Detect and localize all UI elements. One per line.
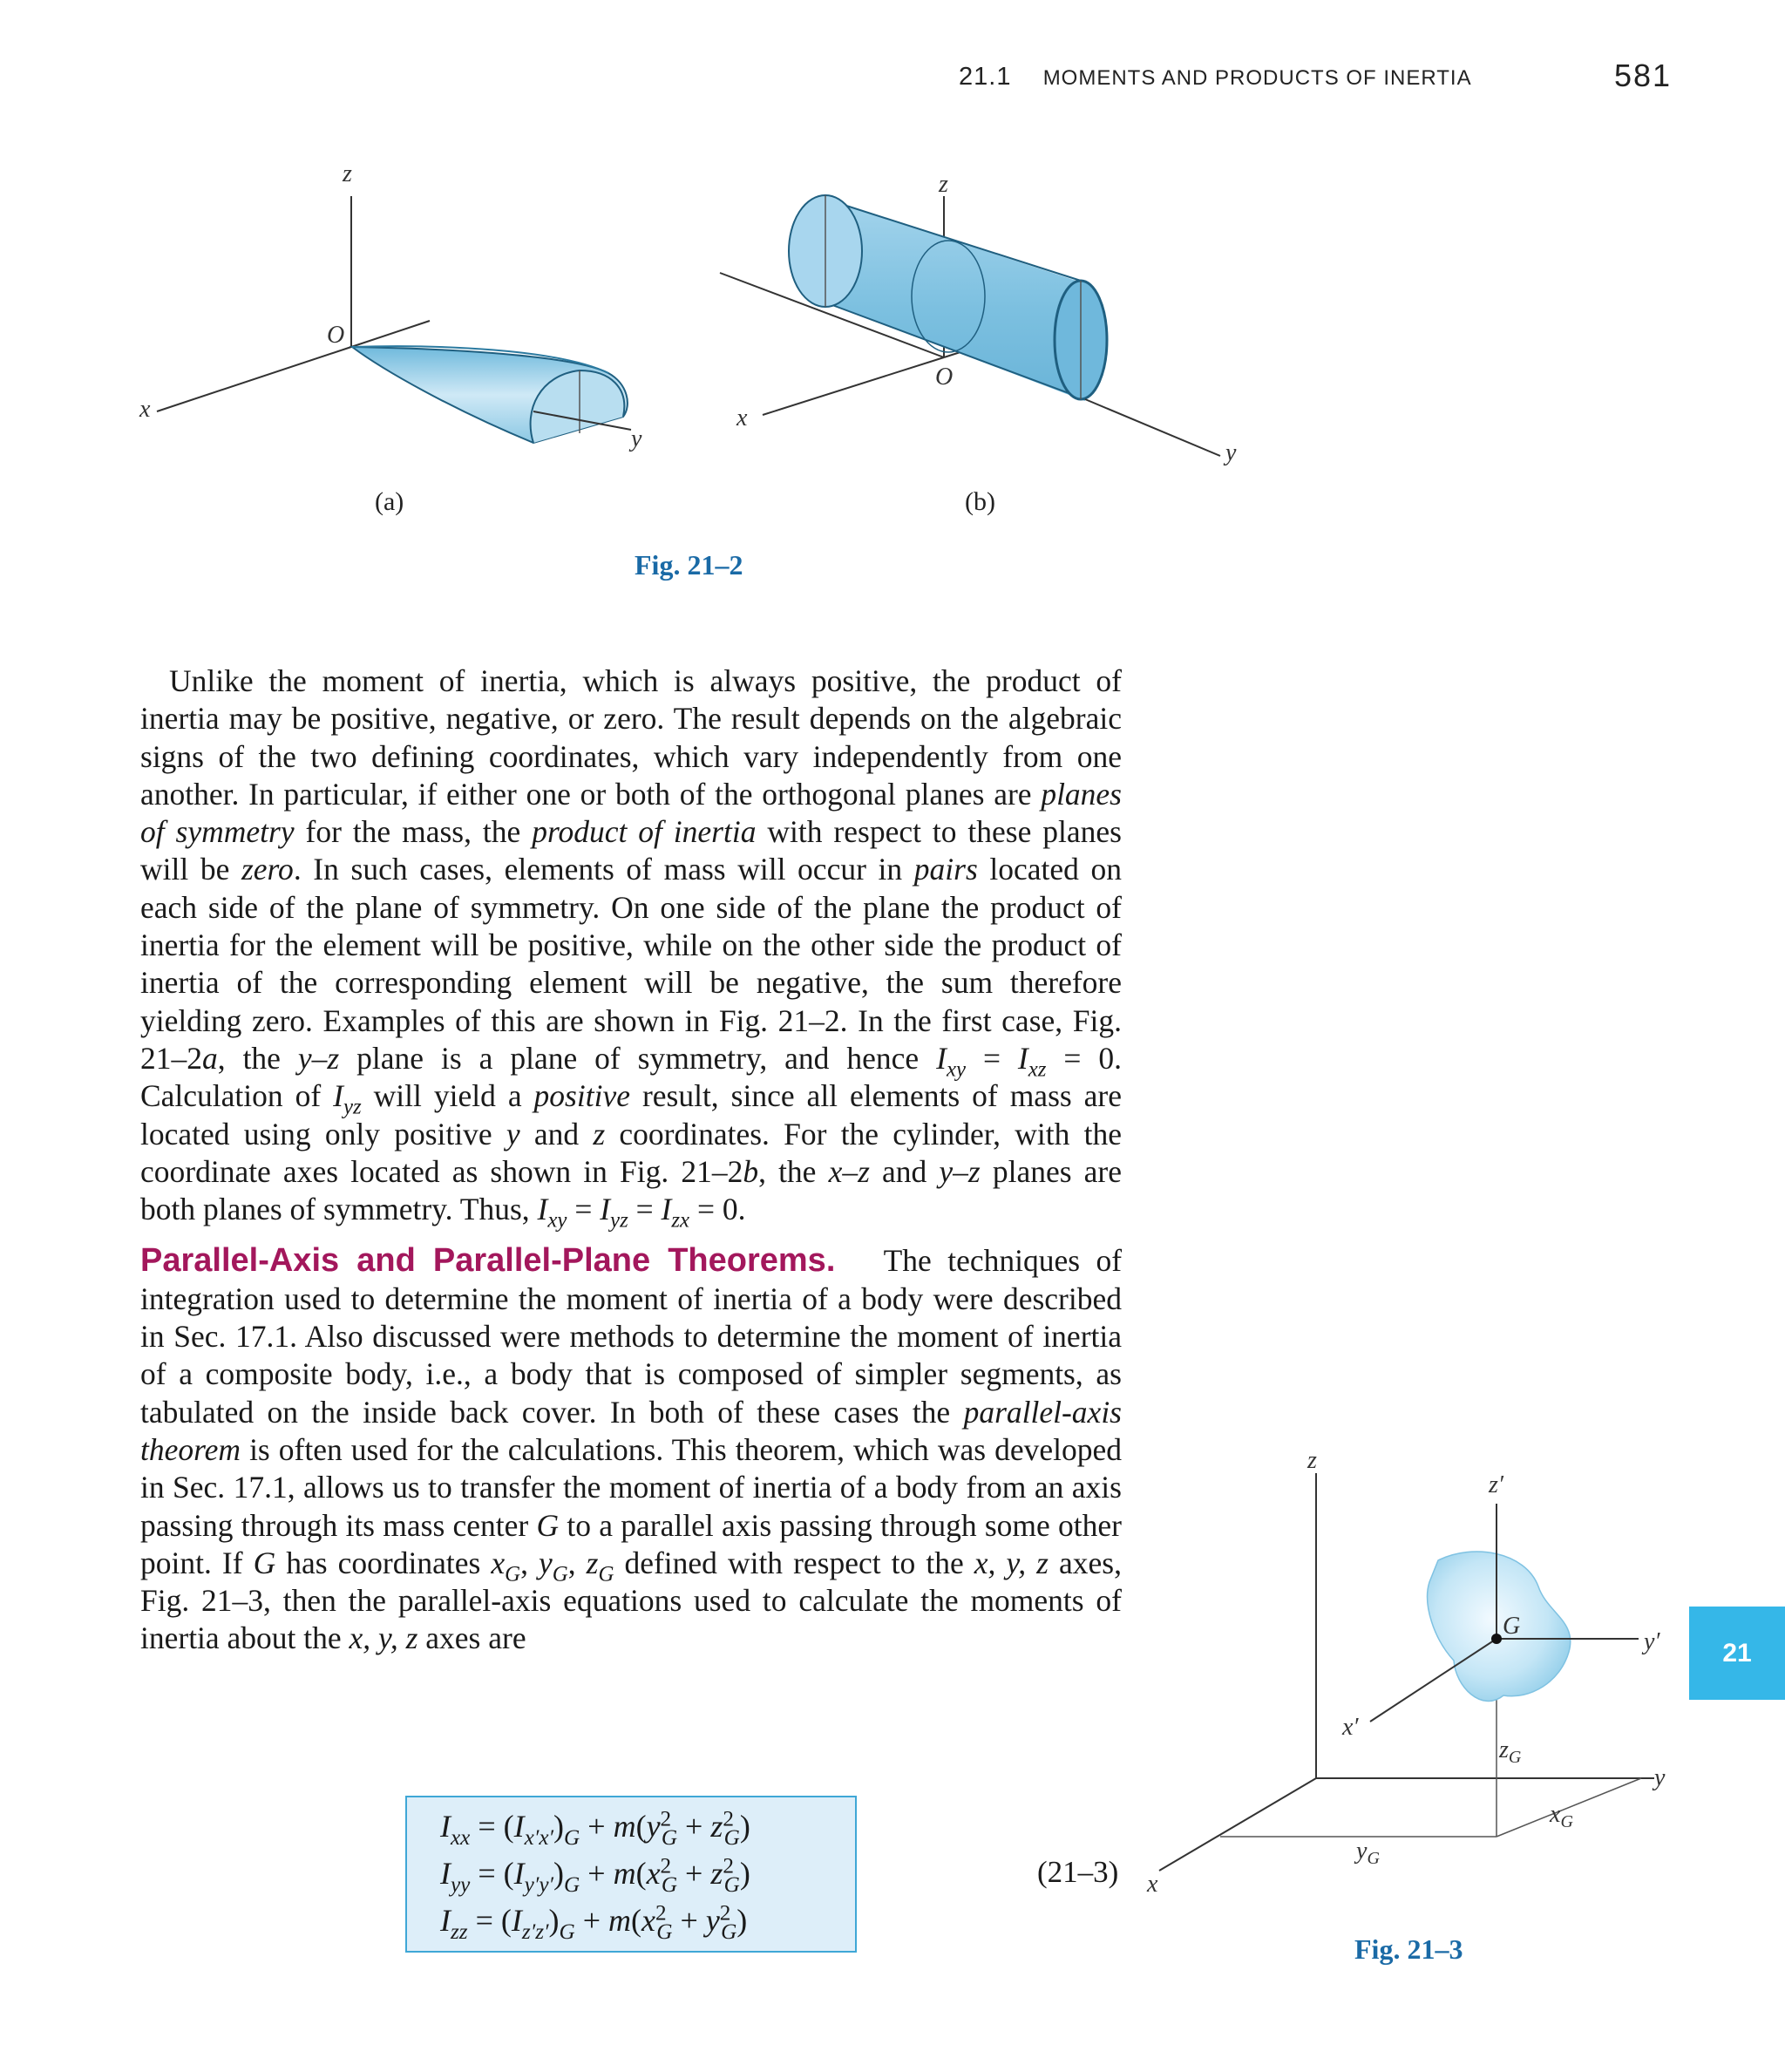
figure-21-3 [1146, 1447, 1666, 1898]
coord-z-g-label: $z_G$ [1499, 1736, 1522, 1767]
equation-number: (21–3) [1037, 1855, 1119, 1889]
axis-y-back-line [351, 321, 430, 347]
axis-x-line [157, 347, 351, 411]
axis-y-prime-label: y′ [1644, 1628, 1660, 1655]
paragraph-parallel-axis-text: The techniques of integration used to determine the moment of inertia of a body were described in Sec. 17.1. Also discussed were methods to determine the moment of inertia of a composite body, i.e., a body that is composed of simpler segments, as tabulated on the inside back cover. In both of these cases the parallel-axis theorem is often used for the calculations. This theorem, which was developed in Sec. 17.1, allows us to transfer the moment of inertia of a body from an axis passing through its mass center G to a parallel axis passing through some other point. If G has coordinates $x_G$, $y_G$, $z_G$ defined with respect to the x, y, z axes, Fig. 21–3, then the parallel-axis equations used to calculate the moments of inertia about the x, y, z axes are [140, 1243, 1123, 1656]
equation-box [405, 1796, 857, 1953]
paragraph-parallel-axis [140, 1242, 1122, 1657]
figure-21-3-caption: Fig. 21–3 [1354, 1933, 1463, 1965]
figure-21-2b [720, 171, 1237, 516]
axis-z-label: z [1307, 1447, 1317, 1474]
axis-y-label: y [1225, 439, 1237, 466]
coord-x-g-label: $x_G$ [1550, 1801, 1573, 1831]
equation-ixx: $I_{xx} = (I_{x'x'})_G + m(y^2_G + z^2_G)$ [440, 1807, 750, 1850]
page-number: 581 [1614, 58, 1673, 93]
origin-label: O [935, 363, 954, 391]
mass-center-point [1491, 1634, 1502, 1644]
axis-z-label: z [939, 171, 948, 198]
origin-label: O [327, 322, 345, 349]
equation-iyy: $I_{yy} = (I_{y'y'})_G + m(x^2_G + z^2_G)$ [440, 1854, 750, 1897]
subfigure-a-label: (a) [375, 487, 404, 516]
axis-y-label: y [1654, 1764, 1666, 1791]
axis-x-prime-label: x′ [1342, 1714, 1359, 1741]
axis-z-prime-label: z′ [1489, 1471, 1504, 1498]
axis-x-label: x [736, 404, 748, 431]
subfigure-b-label: (b) [965, 487, 995, 516]
point-g-label: G [1503, 1613, 1521, 1640]
axis-x-label: x [139, 396, 151, 423]
equation-izz: $I_{zz} = (I_{z'z'})_G + m(x^2_G + y^2_G)$ [440, 1901, 748, 1944]
rigid-body-blob [1428, 1552, 1571, 1701]
section-title: MOMENTS AND PRODUCTS OF INERTIA [1042, 66, 1472, 90]
body-text [140, 662, 1122, 1658]
axis-x-label: x [1147, 1871, 1158, 1898]
axis-y-line [1085, 399, 1220, 456]
coord-y-g-label: $y_G$ [1356, 1838, 1380, 1868]
axis-z-label: z [343, 160, 352, 187]
section-number: 21.1 [959, 63, 1012, 91]
axis-y-label: y [631, 425, 642, 452]
figure-21-2a [139, 160, 642, 516]
chapter-thumb-tab: 21 [1689, 1607, 1785, 1700]
paragraph-product-of-inertia: Unlike the moment of inertia, which is always positive, the product of inertia may be positive, negative, or zero. The result depends on the algebraic signs of the two defining coordinates, which vary independently from one another. In particular, if either one or both of the orthogonal planes are planes of symmetry for the mass, the product of inertia with respect to these planes will be zero. In such cases, elements of mass will occur in pairs located on each side of the plane of symmetry. On one side of the plane the product of inertia for the element will be positive, while on the other side the product of inertia of the corresponding element will be negative, the sum therefore yielding zero. Examples of this are shown in Fig. 21–2. In the first case, Fig. 21–2a, the y–z plane is a plane of symmetry, and hence $I_{xy} = I_{xz} = 0$. Calculation of $I_{yz}$ will yield a positive result, since all elements of mass are located using only positive y and z coordinates. For the cylinder, with the coordinate axes located as shown in Fig. 21–2b, the x–z and y–z planes are both planes of symmetry. Thus, $I_{xy} = I_{yz} = I_{zx} = 0$. [140, 663, 1123, 1233]
axis-x-line [763, 357, 944, 415]
figure-21-2-caption: Fig. 21–2 [635, 549, 743, 581]
section-heading: Parallel-Axis and Parallel-Plane Theorems. [140, 1242, 836, 1280]
